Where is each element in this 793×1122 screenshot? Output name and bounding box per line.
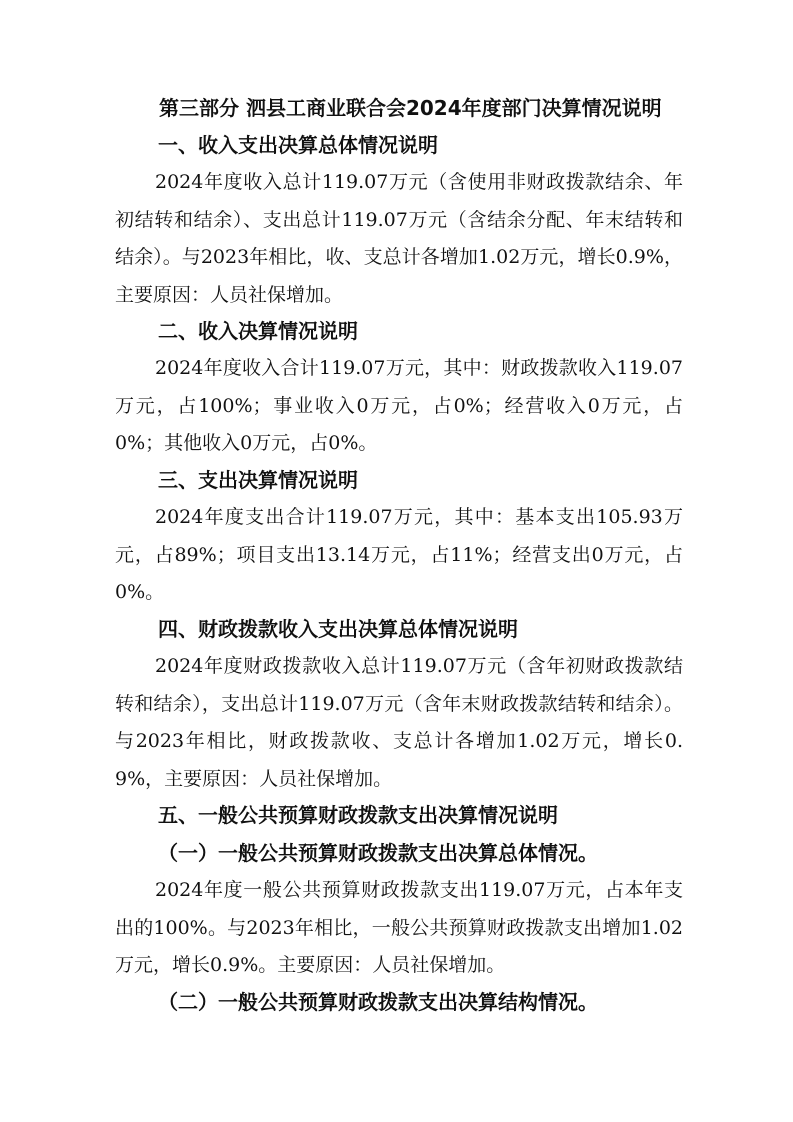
- section-heading-1: 一、收入支出决算总体情况说明: [158, 133, 438, 157]
- subsection-heading-2: （二）一般公共预算财政拨款支出决算结构情况。: [158, 990, 598, 1014]
- section-heading-4: 四、财政拨款收入支出决算总体情况说明: [158, 617, 518, 641]
- subsection-heading-1: （一）一般公共预算财政拨款支出决算总体情况。: [158, 841, 598, 865]
- page-title: 第三部分 泗县工商业联合会2024年度部门决算情况说明: [159, 96, 662, 120]
- section-body-3: 2024年度支出合计119.07万元，其中：基本支出105.93万元，占89%；项目支出13.14万元，占11%；经营支出0万元，占0%。: [115, 506, 683, 603]
- section-body-1: 2024年度收入总计119.07万元（含使用非财政拨款结余、年初结转和结余）、支出总计119.07万元（含结余分配、年末结转和结余）。与2023年相比，收、支总计各增加1.02万元，增长0.9%，主要原因：人员社保增加。: [115, 171, 683, 306]
- section-heading-5: 五、一般公共预算财政拨款支出决算情况说明: [158, 803, 558, 827]
- subsection-body-1: 2024年度一般公共预算财政拨款支出119.07万元，占本年支出的100%。与2023年相比，一般公共预算财政拨款支出增加1.02万元，增长0.9%。主要原因：人员社保增加。: [115, 879, 683, 976]
- section-heading-3: 三、支出决算情况说明: [158, 468, 358, 492]
- section-heading-2: 二、收入决算情况说明: [158, 319, 358, 343]
- section-body-4: 2024年度财政拨款收入总计119.07万元（含年初财政拨款结转和结余），支出总计119.07万元（含年末财政拨款结转和结余）。与2023年相比，财政拨款收、支总计各增加1.02万元，增长0.9%，主要原因：人员社保增加。: [115, 655, 683, 790]
- section-body-2: 2024年度收入合计119.07万元，其中：财政拨款收入119.07万元，占100%；事业收入0万元，占0%；经营收入0万元，占0%；其他收入0万元，占0%。: [115, 357, 683, 454]
